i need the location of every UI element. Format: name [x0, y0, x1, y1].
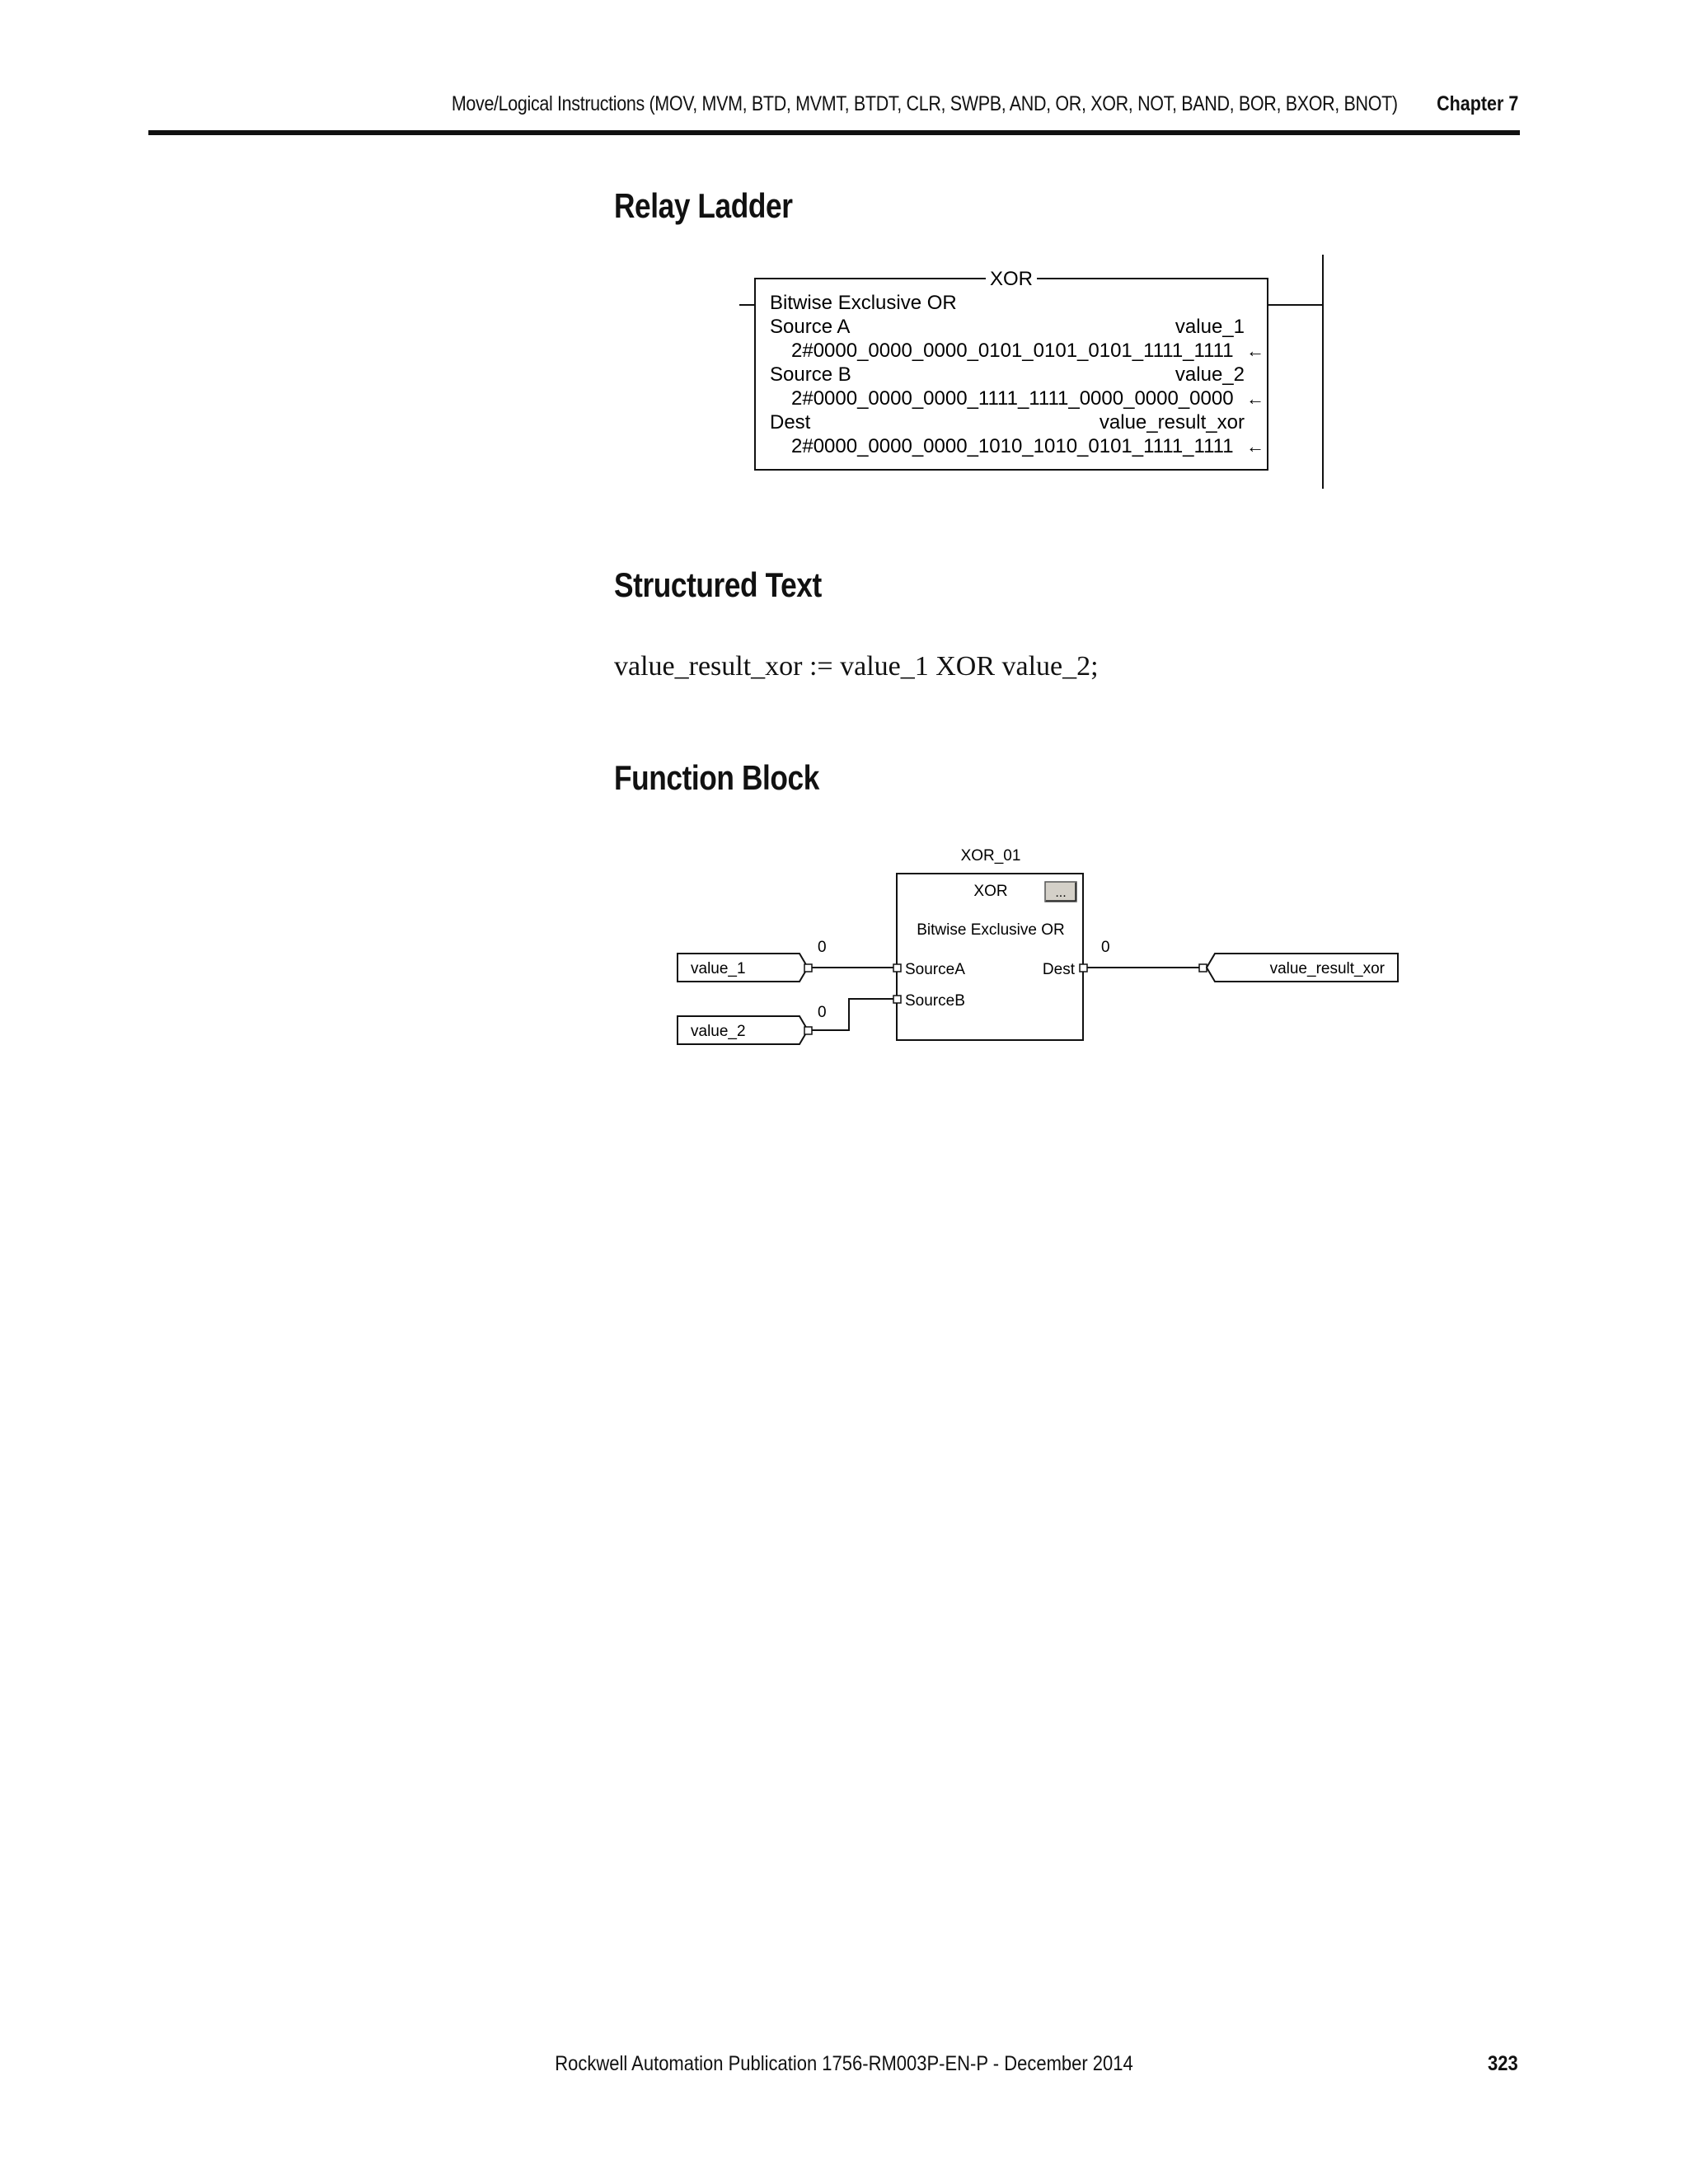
heading-structured-text: Structured Text	[614, 565, 822, 604]
ladder-dest-label: Dest	[770, 411, 811, 434]
arrow-left-icon: ←	[1246, 340, 1264, 361]
arrow-left-icon: ←	[1246, 388, 1264, 409]
ladder-description: Bitwise Exclusive OR	[770, 292, 957, 314]
header-rule	[148, 130, 1520, 135]
output-reference-value-result-xor[interactable]	[1207, 954, 1398, 982]
pin-dest-connector[interactable]	[1080, 964, 1087, 972]
fbd-wire-value-out: 0	[1101, 939, 1110, 956]
fbd-wire-value-in-1: 0	[818, 939, 827, 956]
input-1-connector[interactable]	[804, 964, 812, 972]
block-properties-button[interactable]	[1045, 882, 1076, 902]
pin-source-b-connector[interactable]	[893, 996, 901, 1003]
pin-source-a-connector[interactable]	[893, 964, 901, 972]
running-header-title: Move/Logical Instructions (MOV, MVM, BTD, MVMT, BTDT, CLR, SWPB, AND, OR, XOR, NOT, BAND, BOR, BXOR, BNOT)	[452, 92, 1398, 115]
heading-relay-ladder: Relay Ladder	[614, 186, 793, 225]
relay-ladder-diagram	[725, 251, 1335, 490]
heading-function-block: Function Block	[614, 758, 819, 797]
fbd-pin-source-a: SourceA	[905, 961, 965, 978]
fbd-description: Bitwise Exclusive OR	[917, 921, 1065, 939]
function-block-diagram	[668, 837, 1409, 1067]
fbd-block-tag: XOR_01	[960, 847, 1021, 865]
ladder-source-b-value: 2#0000_0000_0000_1111_1111_0000_0000_0000	[791, 387, 1234, 410]
input-2-connector[interactable]	[804, 1027, 812, 1034]
ladder-source-a-label: Source A	[770, 316, 851, 338]
fbd-pin-source-b: SourceB	[905, 992, 965, 1010]
ladder-instruction-name: XOR	[989, 268, 1034, 290]
running-header-chapter: Chapter 7	[1436, 92, 1518, 115]
fbd-input-1-label: value_1	[691, 960, 746, 977]
ladder-dest-value: 2#0000_0000_0000_1010_1010_0101_1111_1111	[791, 435, 1234, 457]
ladder-source-b-label: Source B	[770, 363, 851, 386]
fbd-output-label: value_result_xor	[1269, 960, 1385, 977]
ellipsis-icon: ...	[1055, 886, 1067, 900]
ladder-source-b-tag[interactable]: value_2	[1175, 363, 1245, 386]
input-reference-value-1[interactable]	[678, 954, 808, 982]
footer-publication: Rockwell Automation Publication 1756-RM003P-EN-P - December 2014	[555, 2052, 1133, 2075]
fbd-wire-value-in-2: 0	[818, 1004, 827, 1021]
fbd-pin-dest: Dest	[1042, 961, 1075, 978]
ladder-source-a-tag[interactable]: value_1	[1175, 316, 1245, 338]
fbd-input-2-label: value_2	[691, 1023, 746, 1040]
structured-text-code: value_result_xor := value_1 XOR value_2;	[614, 651, 1099, 682]
ladder-source-a-value: 2#0000_0000_0000_0101_0101_0101_1111_1111	[791, 340, 1234, 362]
input-reference-value-2[interactable]	[678, 1016, 808, 1044]
ladder-dest-tag[interactable]: value_result_xor	[1099, 411, 1245, 434]
fbd-block-type: XOR	[973, 883, 1008, 900]
footer-page-number: 323	[1488, 2052, 1518, 2075]
arrow-left-icon: ←	[1246, 436, 1264, 457]
output-connector[interactable]	[1199, 964, 1207, 972]
